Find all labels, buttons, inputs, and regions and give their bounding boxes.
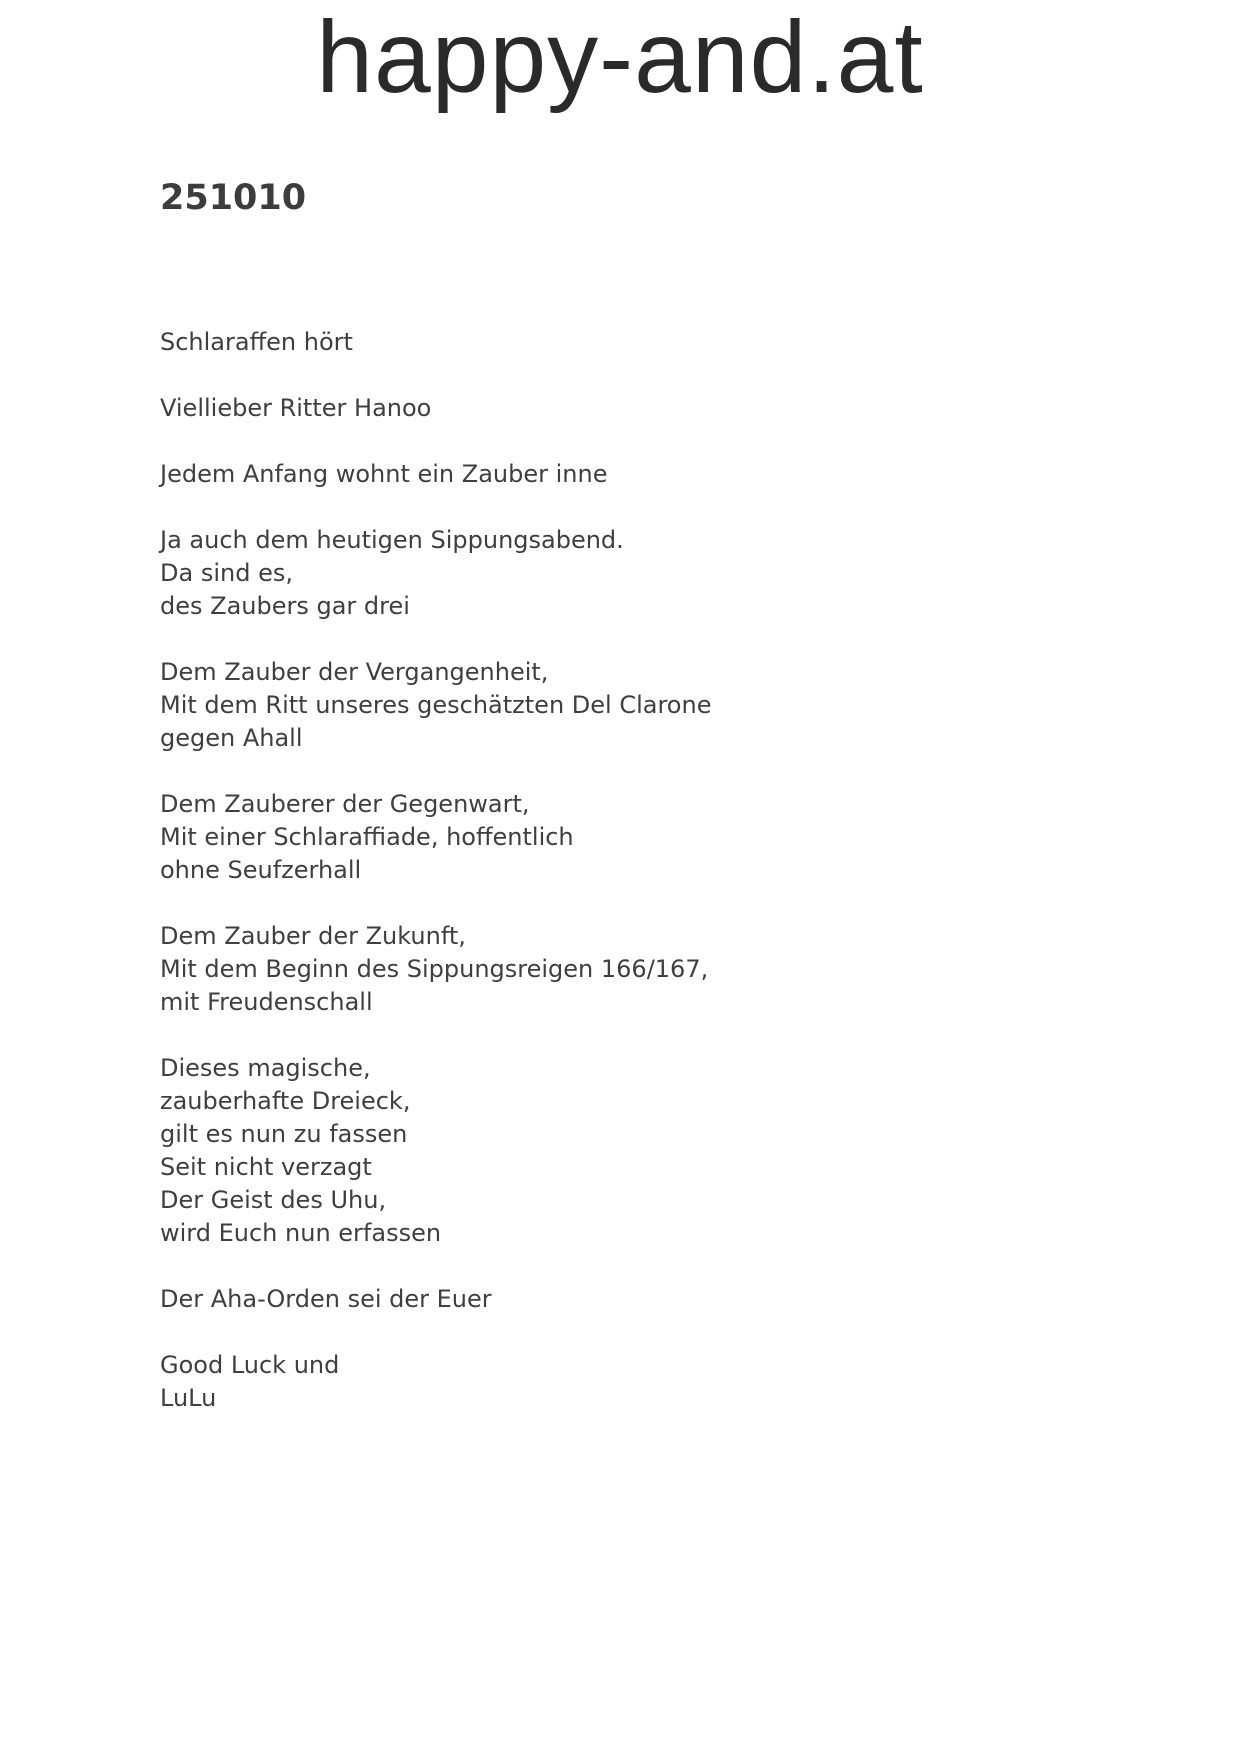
poem-line: wird Euch nun erfassen <box>160 1219 442 1247</box>
site-header <box>0 0 1240 120</box>
poem-line: Ja auch dem heutigen Sippungsabend. <box>160 526 624 554</box>
stanza <box>160 392 1060 425</box>
poem-line: Schlaraffen hört <box>160 328 353 356</box>
poem-line: Der Aha-Orden sei der Euer <box>160 1285 492 1313</box>
poem-line: gilt es nun zu fassen <box>160 1120 408 1148</box>
stanza <box>160 524 1060 623</box>
stanza <box>160 788 1060 887</box>
poem-line: gegen Ahall <box>160 724 303 752</box>
poem-line: Mit einer Schlaraffiade, hoffentlich <box>160 823 574 851</box>
stanza <box>160 920 1060 1019</box>
poem-line: Dem Zauber der Vergangenheit, <box>160 658 549 686</box>
poem-line: LuLu <box>160 1384 217 1412</box>
stanza <box>160 656 1060 755</box>
stanza <box>160 1283 1060 1316</box>
poem-line: Dem Zauberer der Gegenwart, <box>160 790 530 818</box>
poem-line: zauberhafte Dreieck, <box>160 1087 411 1115</box>
poem-line: Da sind es, <box>160 559 293 587</box>
post-title: 251010 <box>160 178 307 218</box>
poem-line: Der Geist des Uhu, <box>160 1186 387 1214</box>
poem-line: mit Freudenschall <box>160 988 373 1016</box>
poem-line: Mit dem Ritt unseres geschätzten Del Clarone <box>160 691 712 719</box>
poem-line: Mit dem Beginn des Sippungsreigen 166/167, <box>160 955 709 983</box>
poem-line: Seit nicht verzagt <box>160 1153 372 1181</box>
poem-line: Dieses magische, <box>160 1054 371 1082</box>
poem-line: Good Luck und <box>160 1351 340 1379</box>
stanza <box>160 326 1060 359</box>
poem-line: Viellieber Ritter Hanoo <box>160 394 432 422</box>
poem-line: ohne Seufzerhall <box>160 856 362 884</box>
post-body <box>160 326 1060 1415</box>
stanza <box>160 458 1060 491</box>
post <box>160 168 1060 1448</box>
poem-line: Jedem Anfang wohnt ein Zauber inne <box>160 460 608 488</box>
site-title[interactable]: happy-and.at <box>316 0 924 114</box>
poem-line: Dem Zauber der Zukunft, <box>160 922 466 950</box>
stanza <box>160 1052 1060 1250</box>
stanza <box>160 1349 1060 1415</box>
poem-line: des Zaubers gar drei <box>160 592 410 620</box>
